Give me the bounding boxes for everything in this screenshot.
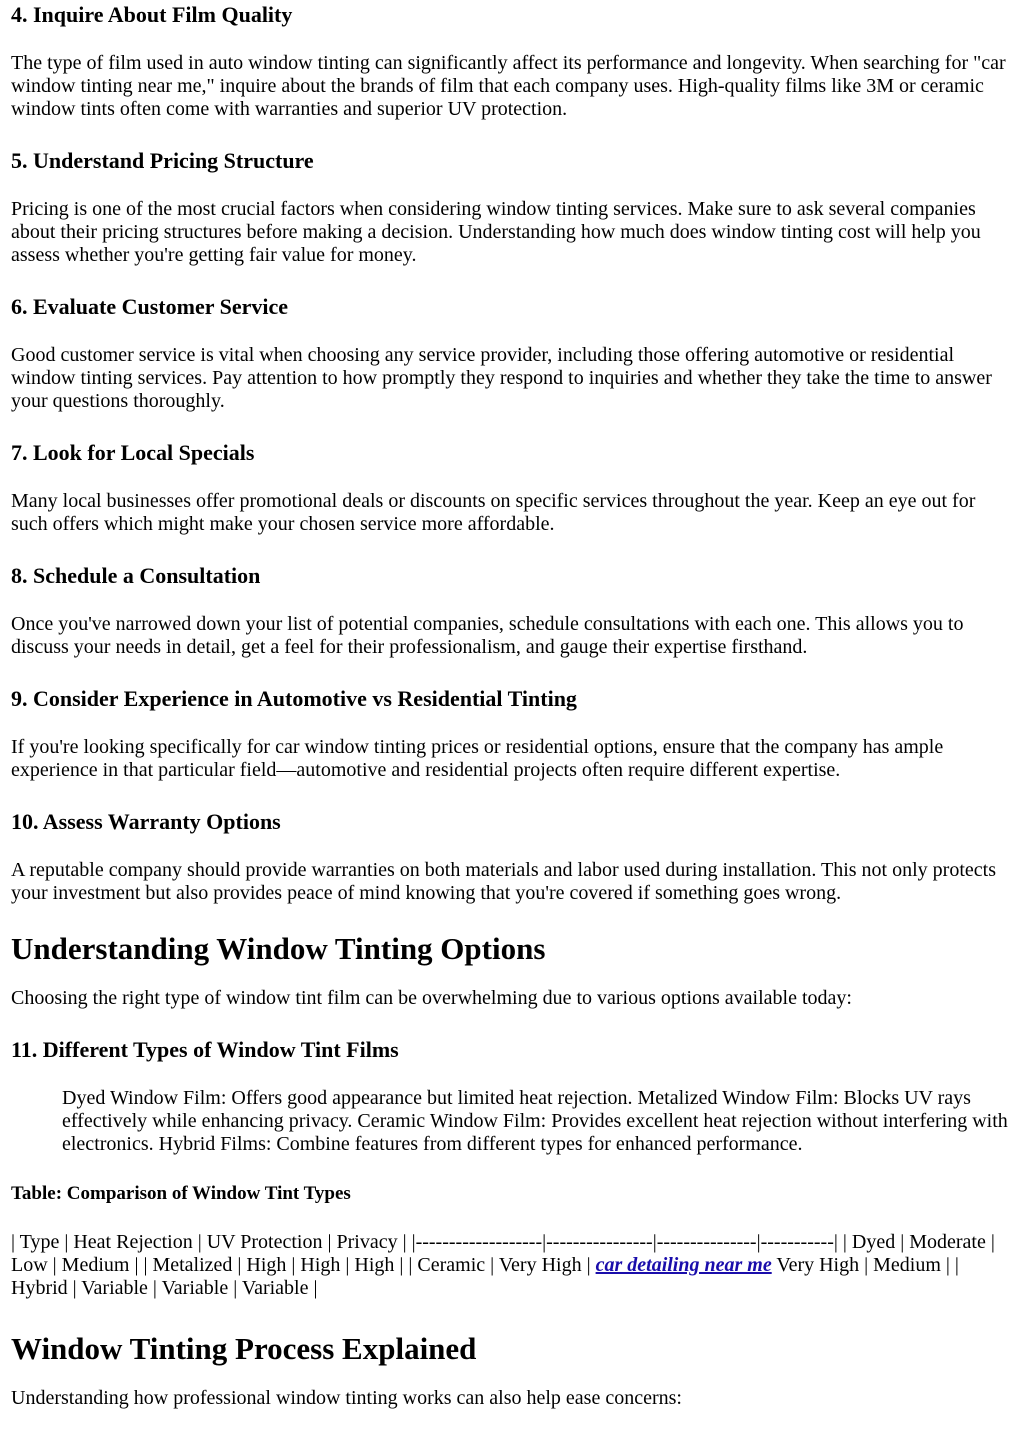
section-10-heading: 10. Assess Warranty Options xyxy=(11,809,281,834)
table-text-after: Very High | Medium | | Hybrid | Variable | Variable | Variable | xyxy=(11,1254,959,1299)
table-caption: Table: Comparison of Window Tint Types xyxy=(11,1183,351,1204)
table-text-before: | Type | Heat Rejection | UV Protection | Privacy | |-------------------|----------------|---------------|-----------| | Dyed | Moderate | Low | Medium | | Metalized | High | High | High | | Ceramic | Very High | xyxy=(11,1231,995,1276)
section-5-heading: 5. Understand Pricing Structure xyxy=(11,148,314,173)
section-4-heading: 4. Inquire About Film Quality xyxy=(11,2,293,27)
car-detailing-link[interactable]: car detailing near me xyxy=(595,1254,772,1276)
section-6-body: Good customer service is vital when choosing any service provider, including those offering automotive or residential window tinting services. Pay attention to how promptly they respond to inquiries and whether they take the time to answer your questions thoroughly. xyxy=(11,344,992,412)
section-8-heading: 8. Schedule a Consultation xyxy=(11,563,261,588)
options-heading: Understanding Window Tinting Options xyxy=(11,931,546,966)
tint-types-quote: Dyed Window Film: Offers good appearance but limited heat rejection. Metalized Window Film: Blocks UV rays effectively while enhancing privacy. Ceramic Window Film: Provides excellent heat rejection without interfering with electronics. Hybrid Films: Combine features from different types for enhanced performance. xyxy=(62,1087,1008,1155)
section-10-body: A reputable company should provide warranties on both materials and labor used during installation. This not only protects your investment but also provides peace of mind knowing that you're covered if something goes wrong. xyxy=(11,859,996,904)
section-7-heading: 7. Look for Local Specials xyxy=(11,440,255,465)
section-6-heading: 6. Evaluate Customer Service xyxy=(11,294,288,319)
comparison-table-text xyxy=(11,1231,1012,1300)
process-heading: Window Tinting Process Explained xyxy=(11,1331,477,1366)
options-intro: Choosing the right type of window tint film can be overwhelming due to various options available today: xyxy=(11,987,852,1009)
section-9-heading: 9. Consider Experience in Automotive vs Residential Tinting xyxy=(11,686,577,711)
section-11-heading: 11. Different Types of Window Tint Films xyxy=(11,1037,399,1062)
section-5-body: Pricing is one of the most crucial factors when considering window tinting services. Make sure to ask several companies about their pricing structures before making a decision. Understanding how much does window tinting cost will help you assess whether you're getting fair value for money. xyxy=(11,198,981,266)
section-4-body: The type of film used in auto window tinting can significantly affect its performance and longevity. When searching for "car window tinting near me," inquire about the brands of film that each company uses. High-quality films like 3M or ceramic window tints often come with warranties and superior UV protection. xyxy=(11,52,1006,120)
section-8-body: Once you've narrowed down your list of potential companies, schedule consultations with each one. This allows you to discuss your needs in detail, get a feel for their professionalism, and gauge their expertise firsthand. xyxy=(11,613,964,658)
process-intro: Understanding how professional window tinting works can also help ease concerns: xyxy=(11,1387,682,1409)
article-content xyxy=(0,2,1024,1410)
section-7-body: Many local businesses offer promotional deals or discounts on specific services throughout the year. Keep an eye out for such offers which might make your chosen service more affordable. xyxy=(11,490,976,535)
section-9-body: If you're looking specifically for car window tinting prices or residential options, ensure that the company has ample experience in that particular field—automotive and residential projects often require different expertise. xyxy=(11,736,944,781)
